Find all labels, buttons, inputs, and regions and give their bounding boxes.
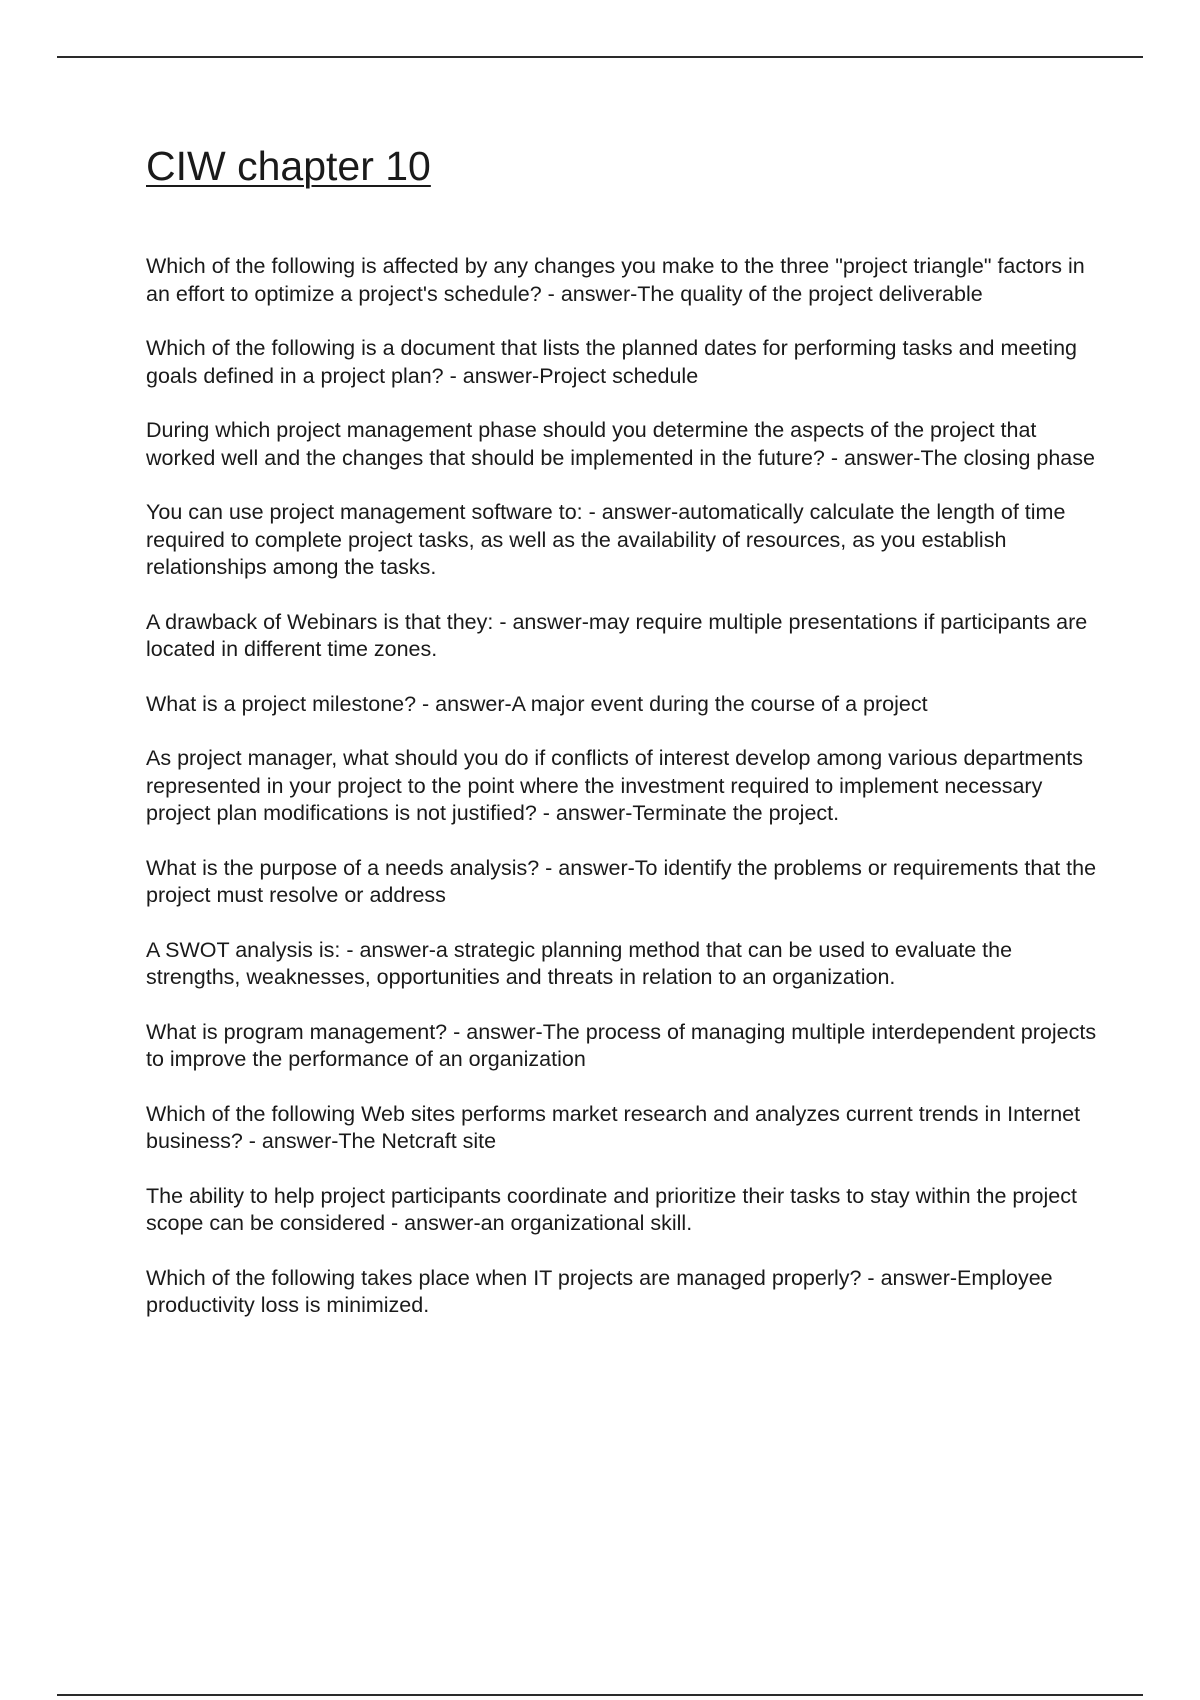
qa-item: Which of the following is a document that lists the planned dates for performing tasks and meeting goals defined in a project plan? - answer-Project schedule <box>146 336 1077 388</box>
qa-item: During which project management phase should you determine the aspects of the project that worked well and the changes that should be implemented in the future? - answer-The closing phase <box>146 418 1095 470</box>
qa-item: Which of the following Web sites performs market research and analyzes current trends in Internet business? - answer-The Netcraft site <box>146 1101 1081 1153</box>
page-title: CIW chapter 10 <box>146 143 431 189</box>
document-body <box>146 142 1106 1347</box>
qa-item: A drawback of Webinars is that they: - answer-may require multiple presentations if participants are located in different time zones. <box>146 609 1088 661</box>
qa-item: Which of the following takes place when IT projects are managed properly? - answer-Employee productivity loss is minimized. <box>146 1265 1053 1317</box>
qa-item: What is a project milestone? - answer-A major event during the course of a project <box>146 691 928 716</box>
qa-item: What is the purpose of a needs analysis? - answer-To identify the problems or requirements that the project must resolve or address <box>146 855 1097 907</box>
qa-item: You can use project management software to: - answer-automatically calculate the length of time required to complete project tasks, as well as the availability of resources, as you establish relationships among the tasks. <box>146 500 1066 579</box>
qa-list <box>146 253 1106 1320</box>
qa-item: As project manager, what should you do if conflicts of interest develop among various departments represented in your project to the point where the investment required to implement necessary project plan modifications is not justified? - answer-Terminate the project. <box>146 746 1083 825</box>
qa-item: A SWOT analysis is: - answer-a strategic planning method that can be used to evaluate the strengths, weaknesses, opportunities and threats in relation to an organization. <box>146 937 1013 989</box>
qa-item: Which of the following is affected by any changes you make to the three "project triangle" factors in an effort to optimize a project's schedule? - answer-The quality of the project deliverable <box>146 254 1085 306</box>
top-divider <box>57 56 1143 58</box>
qa-item: The ability to help project participants coordinate and prioritize their tasks to stay within the project scope can be considered - answer-an organizational skill. <box>146 1183 1077 1235</box>
qa-item: What is program management? - answer-The process of managing multiple interdependent projects to improve the performance of an organization <box>146 1019 1097 1071</box>
bottom-divider <box>57 1694 1143 1696</box>
